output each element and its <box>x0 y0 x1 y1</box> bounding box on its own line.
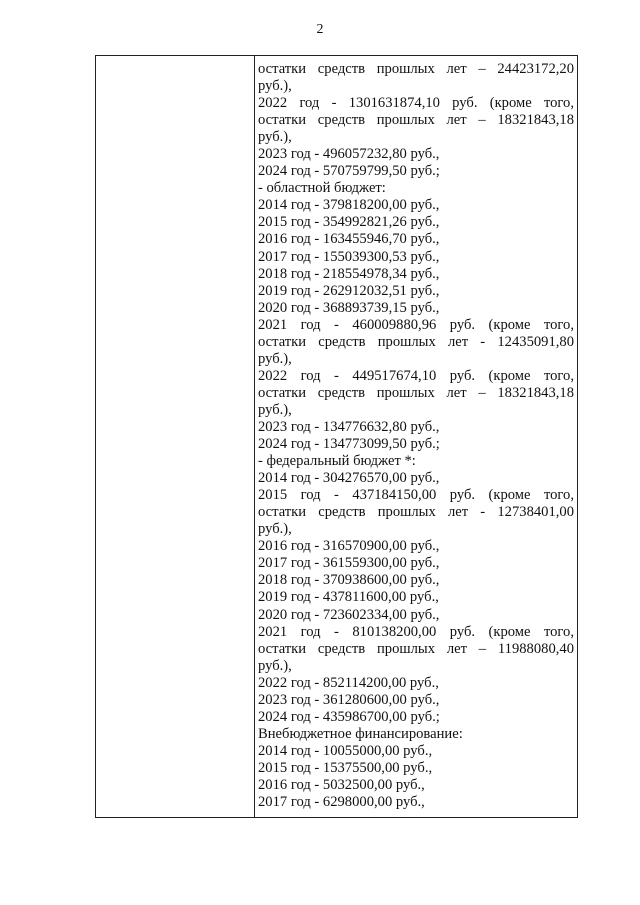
funding-line: 2017 год - 361559300,00 руб., <box>258 555 440 572</box>
funding-line: остатки средств прошлых лет – 11988080,40 <box>258 640 574 657</box>
page-number: 2 <box>316 22 324 37</box>
funding-line: 2014 год - 304276570,00 руб., <box>258 470 440 487</box>
funding-line: 2015 год - 354992821,26 руб., <box>258 214 440 231</box>
funding-line: 2014 год - 10055000,00 руб., <box>258 742 433 759</box>
funding-line: 2023 год - 134776632,80 руб., <box>258 418 440 435</box>
funding-line: 2017 год - 155039300,53 руб., <box>258 248 440 265</box>
funding-line: Внебюджетное финансирование: <box>258 725 463 742</box>
funding-line: 2019 год - 437811600,00 руб., <box>258 589 439 606</box>
funding-line: 2022 год - 1301631874,10 руб. (кроме того, <box>258 95 574 112</box>
funding-line: руб.), <box>258 657 292 674</box>
funding-line: руб.), <box>258 78 292 95</box>
funding-line: 2020 год - 368893739,15 руб., <box>258 299 440 316</box>
funding-line: 2020 год - 723602334,00 руб., <box>258 606 440 623</box>
funding-line: 2015 год - 15375500,00 руб., <box>258 759 433 776</box>
funding-line: 2022 год - 449517674,10 руб. (кроме того, <box>258 367 574 384</box>
funding-line: остатки средств прошлых лет - 12738401,00 <box>258 504 574 521</box>
funding-line: остатки средств прошлых лет – 18321843,18 <box>258 384 574 401</box>
funding-line: 2018 год - 370938600,00 руб., <box>258 572 440 589</box>
funding-line: - областной бюджет: <box>258 180 386 197</box>
funding-line: остатки средств прошлых лет – 24423172,20 <box>258 61 574 77</box>
funding-line: 2024 год - 435986700,00 руб.; <box>258 708 440 725</box>
funding-table <box>95 55 578 818</box>
funding-text-column <box>258 61 574 811</box>
funding-line: 2019 год - 262912032,51 руб., <box>258 282 440 299</box>
funding-line: руб.), <box>258 401 292 418</box>
funding-line: - федеральный бюджет *: <box>258 453 416 470</box>
column-divider <box>254 56 255 817</box>
funding-line: руб.), <box>258 350 292 367</box>
funding-line: 2024 год - 134773099,50 руб.; <box>258 436 440 453</box>
funding-line: 2023 год - 361280600,00 руб., <box>258 691 440 708</box>
funding-line: 2016 год - 5032500,00 руб., <box>258 776 425 793</box>
funding-line: остатки средств прошлых лет – 18321843,18 <box>258 112 574 129</box>
funding-line: 2022 год - 852114200,00 руб., <box>258 674 439 691</box>
funding-line: 2014 год - 379818200,00 руб., <box>258 197 440 214</box>
funding-line: 2018 год - 218554978,34 руб., <box>258 265 440 282</box>
funding-line: 2015 год - 437184150,00 руб. (кроме того, <box>258 487 574 504</box>
funding-line: 2017 год - 6298000,00 руб., <box>258 794 425 811</box>
funding-line: 2024 год - 570759799,50 руб.; <box>258 163 440 180</box>
funding-line: 2016 год - 316570900,00 руб., <box>258 538 440 555</box>
funding-line: 2021 год - 460009880,96 руб. (кроме того, <box>258 316 574 333</box>
funding-line: 2016 год - 163455946,70 руб., <box>258 231 440 248</box>
funding-line: 2021 год - 810138200,00 руб. (кроме того, <box>258 623 574 640</box>
funding-line: руб.), <box>258 129 292 146</box>
funding-line: остатки средств прошлых лет - 12435091,80 <box>258 333 574 350</box>
funding-line: 2023 год - 496057232,80 руб., <box>258 146 440 163</box>
funding-line: руб.), <box>258 521 292 538</box>
